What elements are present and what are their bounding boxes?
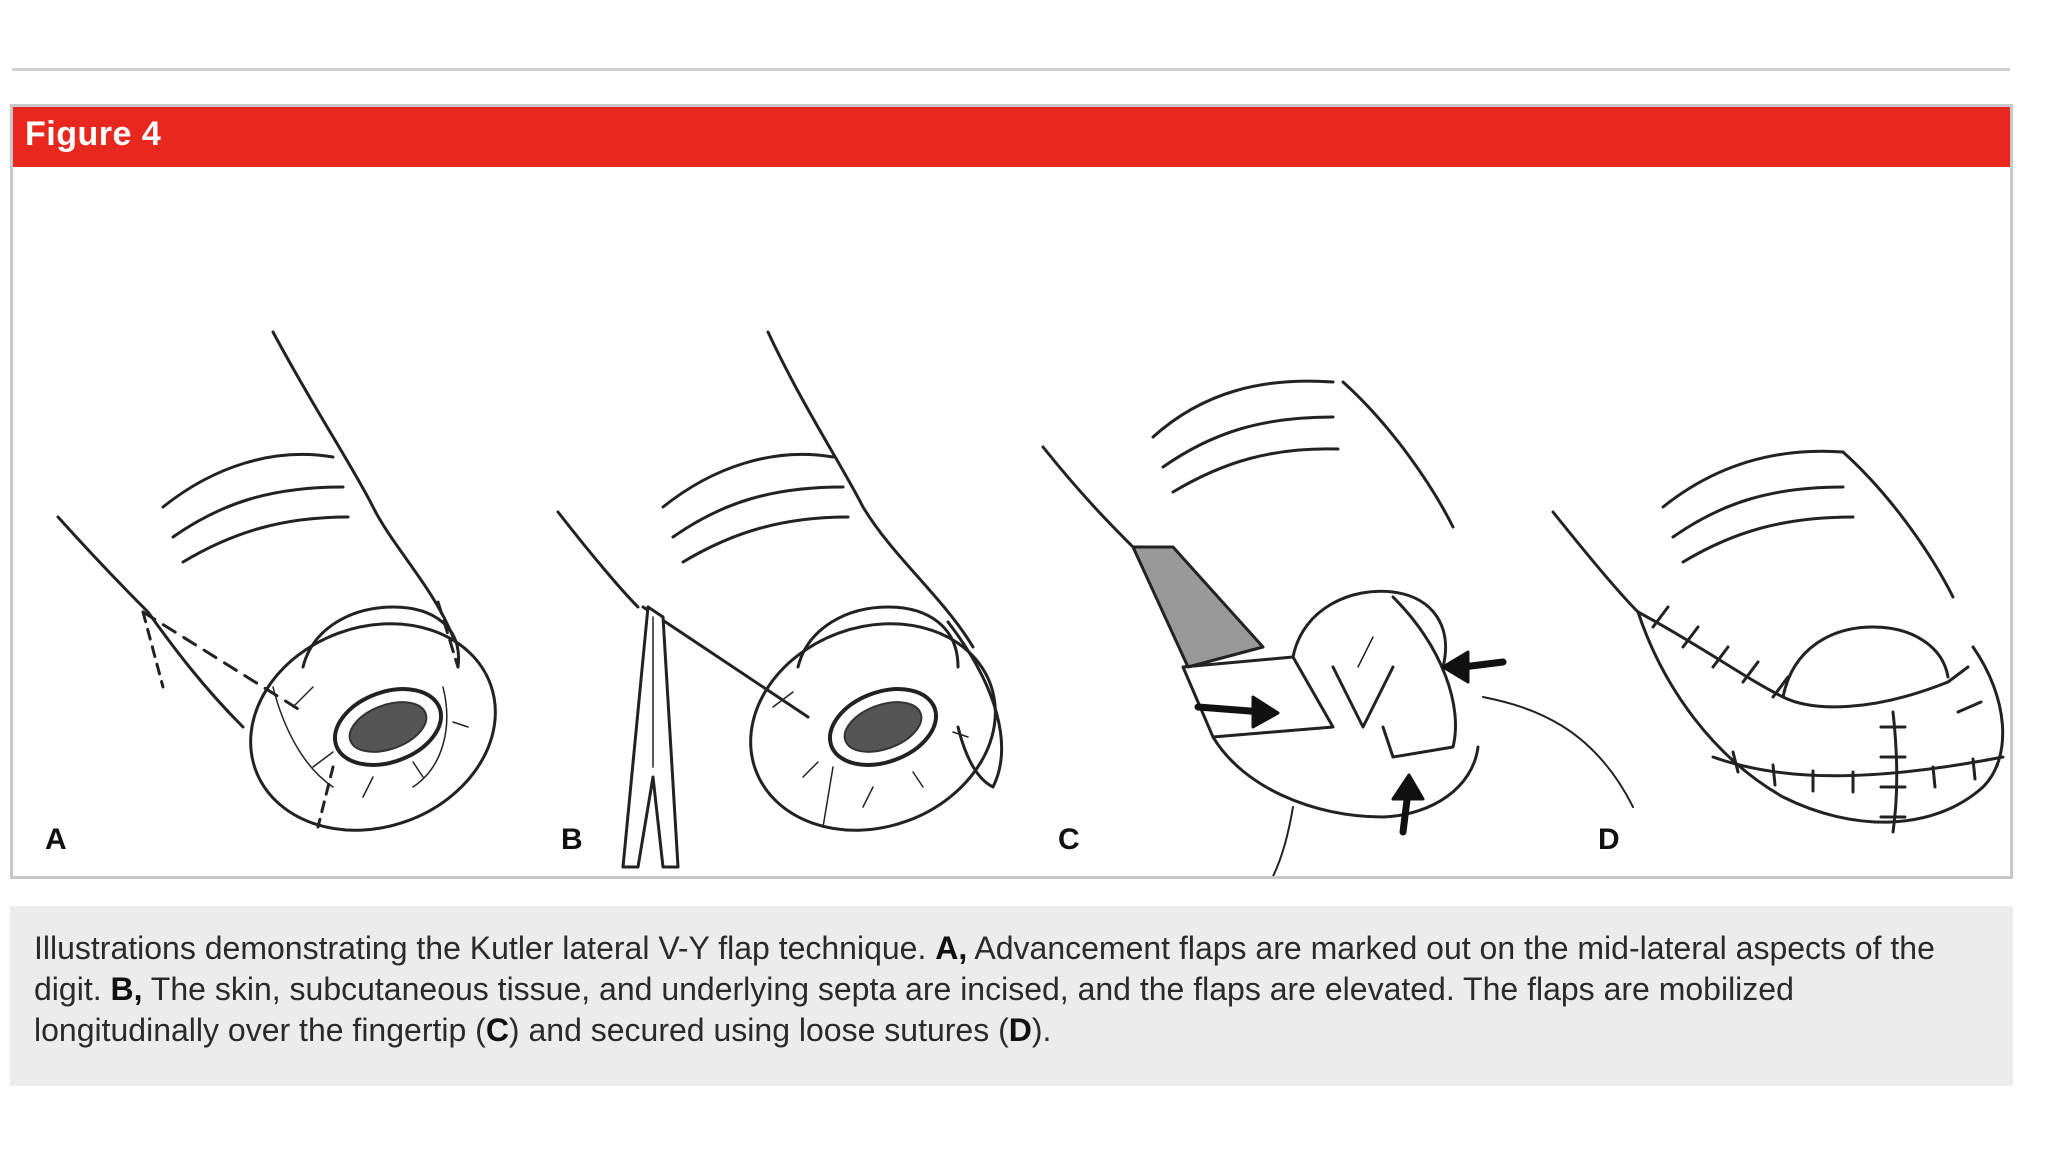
panel-label-d: D [1598, 823, 1620, 856]
panel-label-b: B [561, 823, 583, 856]
panel-d-illustration [1553, 451, 2003, 832]
caption-text-a: Advancement flaps are marked out on the mid-lateral aspects of the digit. [34, 930, 1935, 1007]
figure-title: Figure 4 [25, 115, 162, 153]
caption-text [34, 928, 1964, 1051]
illustration-artwork [13, 167, 2010, 876]
caption-text-b: The skin, subcutaneous tissue, and underlying septa are incised, and the flaps are elevated. The flaps are mobilized longitudinally over the fingertip ( [34, 971, 1794, 1048]
top-divider [12, 68, 2010, 71]
panel-label-a: A [45, 823, 67, 856]
caption-label-c: C [485, 1012, 509, 1048]
caption-label-d: D [1008, 1012, 1032, 1048]
figure-panel [10, 104, 2013, 879]
caption-intro: Illustrations demonstrating the Kutler lateral V-Y flap technique. [34, 930, 936, 966]
panel-a-illustration [58, 332, 525, 864]
panel-b-illustration [558, 332, 1025, 867]
panel-label-c: C [1058, 823, 1080, 856]
caption-label-b: B, [110, 971, 143, 1007]
caption-label-a: A, [935, 930, 968, 966]
panel-c-illustration [1043, 381, 1633, 876]
figure-caption [10, 906, 2013, 1086]
caption-text-c: ) and secured using loose sutures ( [508, 1012, 1009, 1048]
caption-text-d: ). [1031, 1012, 1052, 1048]
figure-header-bar [13, 107, 2010, 167]
